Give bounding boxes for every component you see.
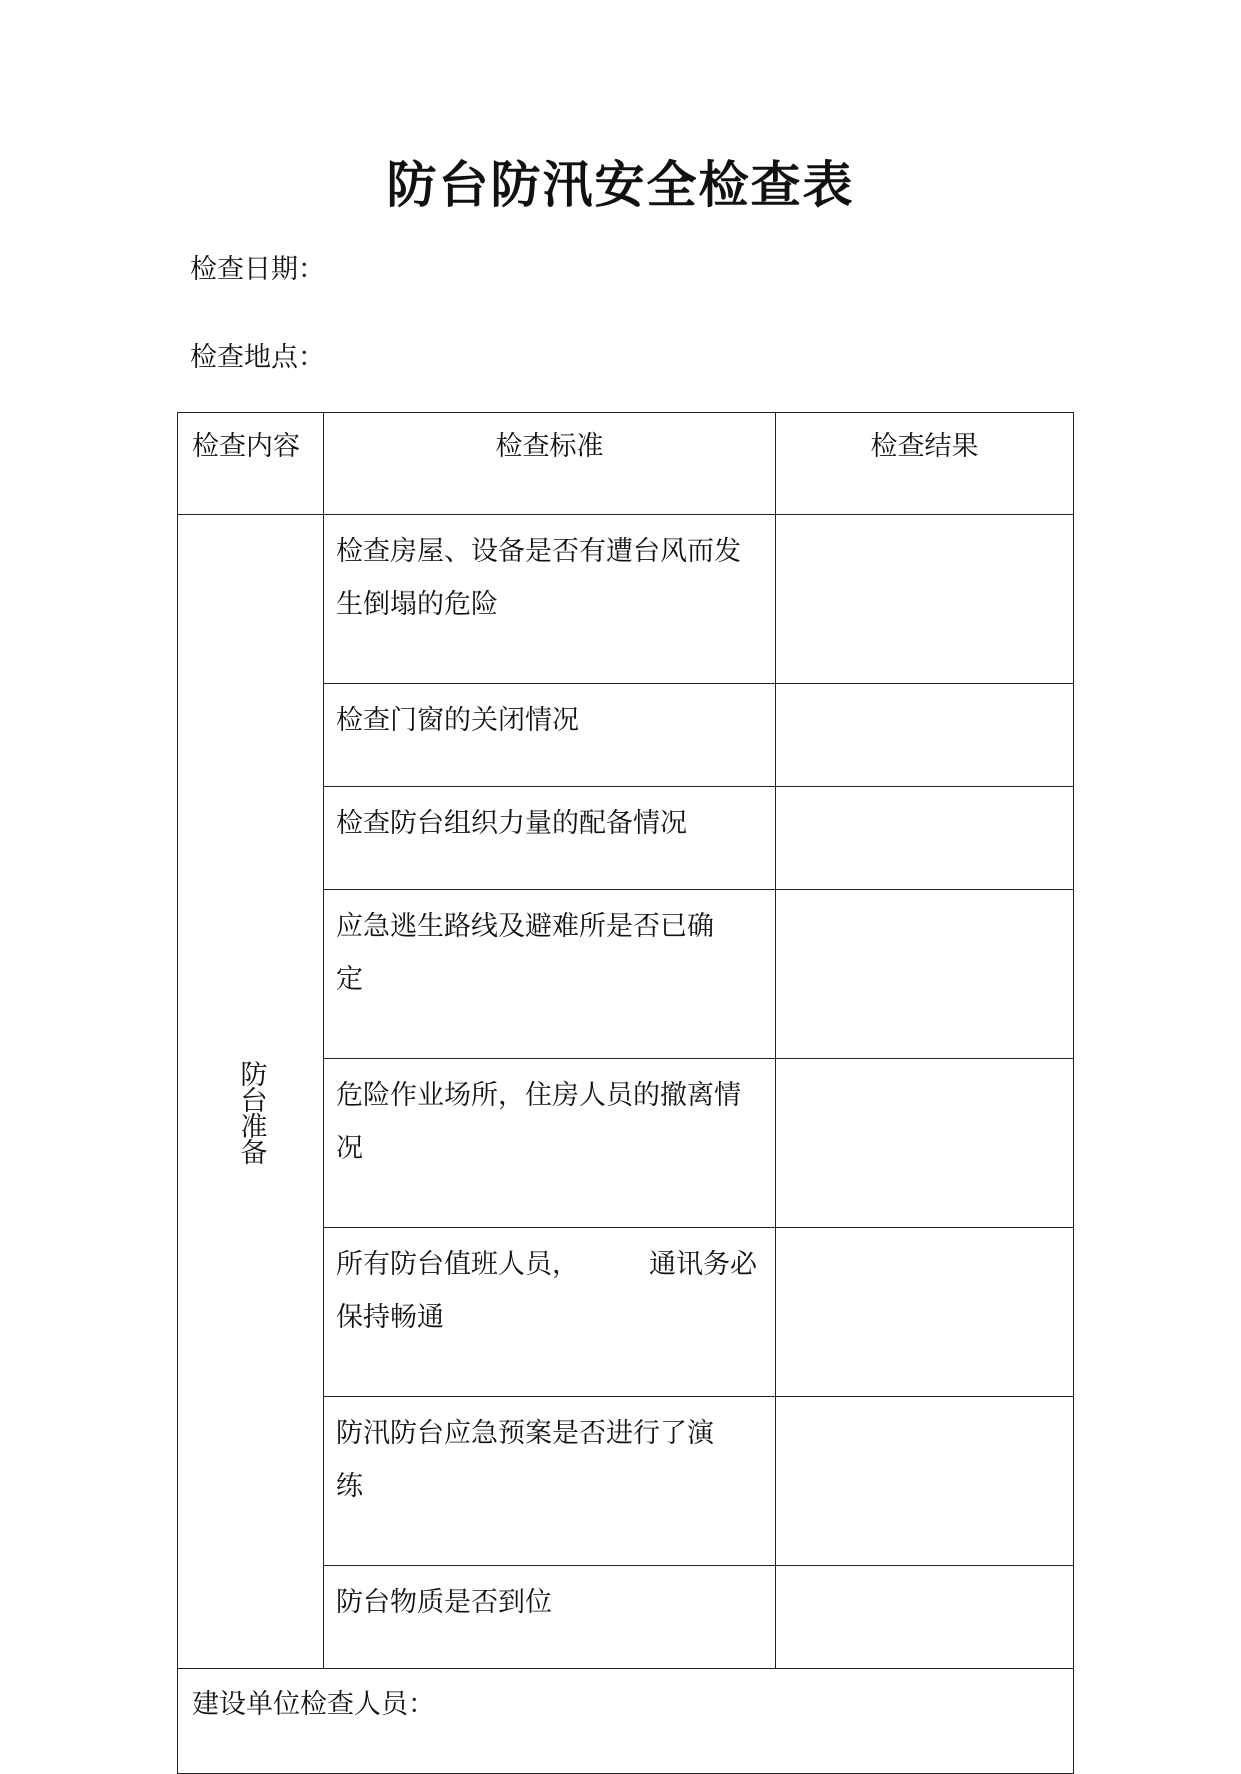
standard-cell — [324, 787, 776, 890]
header-standard: 检查标准 — [324, 413, 776, 515]
group-label-cell — [178, 515, 324, 1669]
standard-text-line1: 防台物质是否到位 — [336, 1587, 552, 1618]
table-header-row — [178, 413, 1074, 515]
standard-text-line2: 定 — [336, 964, 363, 995]
result-cell[interactable] — [776, 684, 1074, 787]
result-cell[interactable] — [776, 1228, 1074, 1397]
standard-cell — [324, 1228, 776, 1397]
standard-text-line1: 危险作业场所，住房人员的撤离情 — [336, 1080, 741, 1111]
standard-text-line1: 检查房屋、设备是否有遭台风而发 — [336, 536, 741, 567]
inspection-place-label: 检查地点： — [190, 342, 325, 373]
standard-text-line1: 防汛防台应急预案是否进行了演 — [336, 1418, 714, 1449]
table-row — [178, 515, 1074, 684]
standard-text-line1: 应急逃生路线及避难所是否已确 — [336, 911, 714, 942]
result-cell[interactable] — [776, 515, 1074, 684]
standard-cell — [324, 1059, 776, 1228]
standard-text-line2: 生倒塌的危险 — [336, 589, 498, 620]
result-cell[interactable] — [776, 890, 1074, 1059]
inspector-label: 建设单位检查人员： — [178, 1669, 1074, 1774]
result-cell[interactable] — [776, 1397, 1074, 1566]
result-cell[interactable] — [776, 1059, 1074, 1228]
table-footer-row — [178, 1669, 1074, 1774]
header-result: 检查结果 — [776, 413, 1074, 515]
header-content: 检查内容 — [178, 413, 324, 515]
standard-text-line1: 检查门窗的关闭情况 — [336, 705, 579, 736]
inspection-table — [177, 412, 1074, 1774]
standard-text-line2: 况 — [336, 1133, 363, 1164]
standard-cell — [324, 890, 776, 1059]
standard-cell — [324, 515, 776, 684]
standard-text-part-b: 通讯务必 — [649, 1249, 757, 1280]
result-cell[interactable] — [776, 787, 1074, 890]
standard-text-part-a: 所有防台值班人员， — [336, 1249, 579, 1280]
standard-cell — [324, 1397, 776, 1566]
standard-text-line2: 练 — [336, 1471, 363, 1502]
standard-text-line2: 保持畅通 — [336, 1302, 444, 1333]
result-cell[interactable] — [776, 1566, 1074, 1669]
group-label: 防台准备 — [235, 1060, 267, 1164]
standard-cell — [324, 1566, 776, 1669]
page-title: 防台防汛安全检查表 — [386, 155, 855, 214]
inspection-date-label: 检查日期： — [190, 254, 325, 285]
standard-text-line1: 检查防台组织力量的配备情况 — [336, 808, 687, 839]
standard-cell — [324, 684, 776, 787]
